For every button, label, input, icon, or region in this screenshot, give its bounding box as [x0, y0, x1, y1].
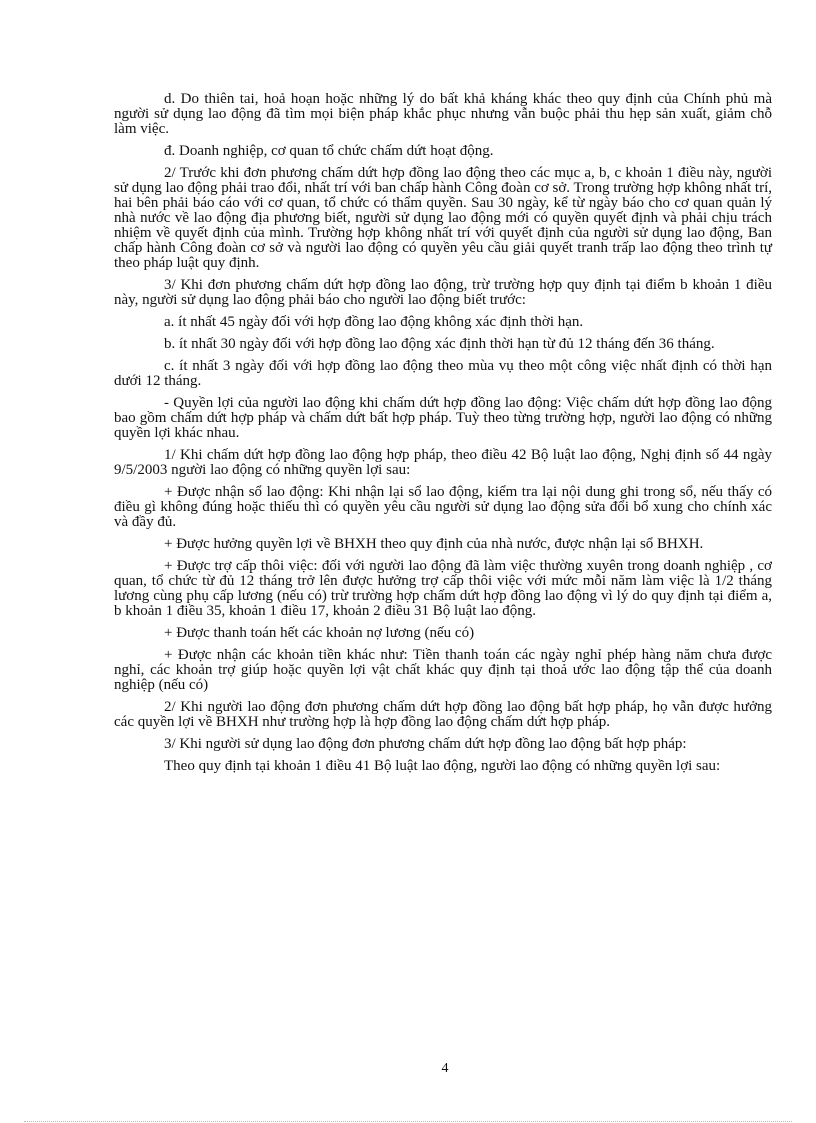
paragraph-wage-debt: + Được thanh toán hết các khoản nợ lương (nếu có) [164, 625, 475, 641]
paragraph-b: b. ít nhất 30 ngày đối với hợp đồng lao động xác định thời hạn từ đủ 12 tháng đến 36 tháng. [164, 336, 715, 352]
paragraph-article-41: Theo quy định tại khoản 1 điều 41 Bộ luật lao động, người lao động có những quyền lợi sau: [164, 758, 721, 774]
paragraph-c: c. ít nhất 3 ngày đối với hợp đồng lao động theo mùa vụ theo một công việc nhất định có thời hạn dưới 12 tháng. [114, 358, 772, 389]
paragraph-3: 3/ Khi đơn phương chấm dứt hợp đồng lao động, trừ trường hợp quy định tại điểm b khoản 1 điều này, người sử dụng lao động phải báo cho người lao động biết trước: [114, 277, 772, 308]
paragraph-unlawful-by-employer: 3/ Khi người sử dụng lao động đơn phương chấm dứt hợp đồng lao động bất hợp pháp: [164, 736, 687, 752]
page-number: 4 [441, 1061, 449, 1076]
paragraph-social-insurance: + Được hưởng quyền lợi về BHXH theo quy định của nhà nước, được nhận lại sổ BHXH. [164, 536, 704, 552]
document-body [114, 92, 772, 781]
paragraph-unlawful-by-employee: 2/ Khi người lao động đơn phương chấm dứt hợp đồng lao động bất hợp pháp, họ vẫn được hưởng các quyền lợi về BHXH như trường hợp là hợp đồng lao động chấm dứt hợp pháp. [114, 699, 772, 730]
paragraph-dd: đ. Doanh nghiệp, cơ quan tổ chức chấm dứt hoạt động. [164, 143, 494, 159]
paragraph-severance: + Được trợ cấp thôi việc: đối với người lao động đã làm việc thường xuyên trong doanh nghiệp , cơ quan, tổ chức từ đủ 12 tháng trở lên được hưởng trợ cấp thôi việc với mức mỗi năm làm việc là 1/2 tháng lương cùng phụ cấp lương (nếu có) trừ trường hợp chấm dứt hợp đồng lao động vì lý do quy định tại điểm a, b khoản 1 điều 35, khoản 1 điều 17, khoản 2 điều 31 Bộ luật lao động. [114, 558, 772, 619]
paragraph-labor-book: + Được nhận sổ lao động: Khi nhận lại sổ lao động, kiểm tra lại nội dung ghi trong sổ, nếu thấy có điều gì không đúng hoặc thiếu thì có quyền yêu cầu người sử dụng lao động sửa đổi bổ xung cho chính xác và đầy đủ. [114, 484, 772, 530]
paragraph-lawful-termination: 1/ Khi chấm dứt hợp đồng lao động hợp pháp, theo điều 42 Bộ luật lao động, Nghị định số 44 ngày 9/5/2003 người lao động có những quyền lợi sau: [114, 447, 772, 478]
paragraph-a: a. ít nhất 45 ngày đối với hợp đồng lao động không xác định thời hạn. [164, 314, 584, 330]
paragraph-other-payments: + Được nhận các khoản tiền khác như: Tiền thanh toán các ngày nghỉ phép hàng năm chưa được nghỉ, các khoản trợ giúp hoặc quyền lợi vật chất khác quy định tại thoả ước lao động tập thể của doanh nghiệp (nếu có) [114, 647, 772, 693]
paragraph-2: 2/ Trước khi đơn phương chấm dứt hợp đồng lao động theo các mục a, b, c khoản 1 điều này, người sử dụng lao động phải trao đổi, nhất trí với ban chấp hành Công đoàn cơ sở. Trong trường hợp không nhất trí, hai bên phải báo cáo với cơ quan, tổ chức có thẩm quyền. Sau 30 ngày, kể từ ngày báo cho cơ quan quản lý nhà nước về lao động địa phương biết, người sử dụng lao động mới có quyền quyết định và phải chịu trách nhiệm về quyết định của mình. Trường hợp không nhất trí với quyết định của người sử dụng lao động, Ban chấp hành Công đoàn cơ sở và người lao động có quyền yêu cầu giải quyết tranh trấp lao động theo trình tự theo pháp luật quy định. [114, 165, 772, 271]
footer-divider [24, 1121, 792, 1122]
paragraph-d: d. Do thiên tai, hoả hoạn hoặc những lý do bất khả kháng khác theo quy định của Chính phủ mà người sử dụng lao động đã tìm mọi biện pháp khắc phục nhưng vẫn buộc phải thu hẹp sản xuất, giảm chỗ làm việc. [114, 91, 772, 137]
paragraph-rights: - Quyền lợi của người lao động khi chấm dứt hợp đồng lao động: Việc chấm dứt hợp đồng lao động bao gồm chấm dứt hợp pháp và chấm dứt bất hợp pháp. Tuỳ theo từng trường hợp, người lao động có những quyền lợi khác nhau. [114, 395, 772, 441]
